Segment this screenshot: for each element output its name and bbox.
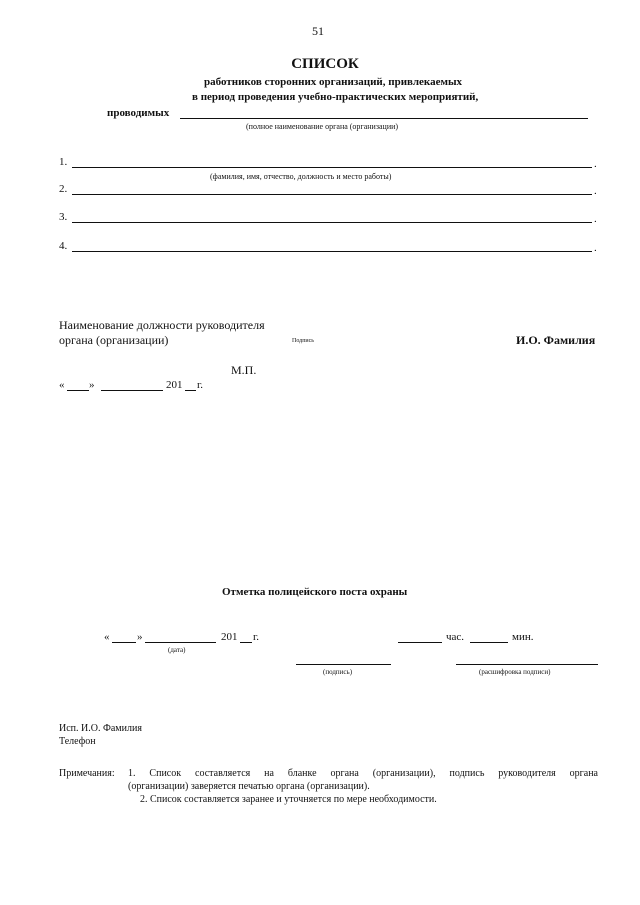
list-number-2: 2.	[59, 183, 68, 195]
list-line-4[interactable]	[72, 251, 592, 252]
executor-name: Исп. И.О. Фамилия	[59, 723, 142, 734]
executor-phone: Телефон	[59, 736, 96, 747]
note-1-line-2: (организации) заверяется печатью органа (организации).	[128, 781, 370, 792]
police-date-open-quote: «	[104, 631, 110, 643]
list-line-3[interactable]	[72, 222, 592, 223]
note-1-line-1: 1. Список составляется на бланке органа (организации), подпись руководителя органа	[128, 768, 598, 779]
note-2: 2. Список составляется заранее и уточняется по мере необходимости.	[140, 794, 437, 805]
stamp-place: М.П.	[231, 363, 257, 377]
person-caption: (фамилия, имя, отчество, должность и место работы)	[210, 172, 392, 181]
police-date-day-line[interactable]	[112, 642, 136, 643]
list-line-2-dot: .	[594, 185, 597, 197]
subtitle-line-1: работников сторонних организаций, привлекаемых	[204, 76, 463, 88]
organization-name-line[interactable]	[180, 118, 588, 119]
subtitle-line-2: в период проведения учебно-практических мероприятий,	[192, 91, 479, 103]
signature-caption: (подпись)	[323, 668, 353, 676]
list-line-2[interactable]	[72, 194, 592, 195]
police-decode-line[interactable]	[456, 664, 598, 665]
police-date-year-line[interactable]	[240, 642, 252, 643]
document-title: СПИСОК	[291, 56, 359, 72]
hours-line[interactable]	[398, 642, 442, 643]
minutes-line[interactable]	[470, 642, 508, 643]
minutes-label: мин.	[512, 631, 534, 643]
police-post-heading: Отметка полицейского поста охраны	[222, 586, 408, 598]
date-day-line[interactable]	[67, 390, 89, 391]
list-line-3-dot: .	[594, 213, 597, 225]
police-date-year-prefix: 201	[221, 631, 238, 643]
police-date-month-line[interactable]	[145, 642, 216, 643]
list-number-4: 4.	[59, 240, 68, 252]
list-line-1[interactable]	[72, 167, 592, 168]
date-open-quote: «	[59, 379, 65, 391]
date-close-quote: »	[89, 379, 95, 391]
date-month-line[interactable]	[101, 390, 163, 391]
decode-caption: (расшифровка подписи)	[479, 668, 551, 676]
page-number: 51	[312, 24, 324, 38]
notes-label: Примечания:	[59, 768, 115, 779]
head-name: И.О. Фамилия	[516, 333, 596, 347]
date-year-line[interactable]	[185, 390, 196, 391]
organization-caption: (полное наименование органа (организации)	[246, 122, 399, 131]
list-line-4-dot: .	[594, 242, 597, 254]
date-caption: (дата)	[168, 646, 186, 654]
conducted-label: проводимых	[107, 107, 170, 119]
signature-word: Подпись	[292, 338, 315, 344]
police-date-year-suffix: г.	[253, 631, 260, 643]
police-date-close-quote: »	[137, 631, 143, 643]
date-year-suffix: г.	[197, 379, 204, 391]
head-position-line-1: Наименование должности руководителя	[59, 318, 265, 332]
head-position-line-2: органа (организации)	[59, 333, 169, 347]
police-signature-line[interactable]	[296, 664, 391, 665]
hours-label: час.	[446, 631, 465, 643]
list-number-3: 3.	[59, 211, 68, 223]
list-line-1-dot: .	[594, 158, 597, 170]
list-number-1: 1.	[59, 156, 68, 168]
date-year-prefix: 201	[166, 379, 183, 391]
